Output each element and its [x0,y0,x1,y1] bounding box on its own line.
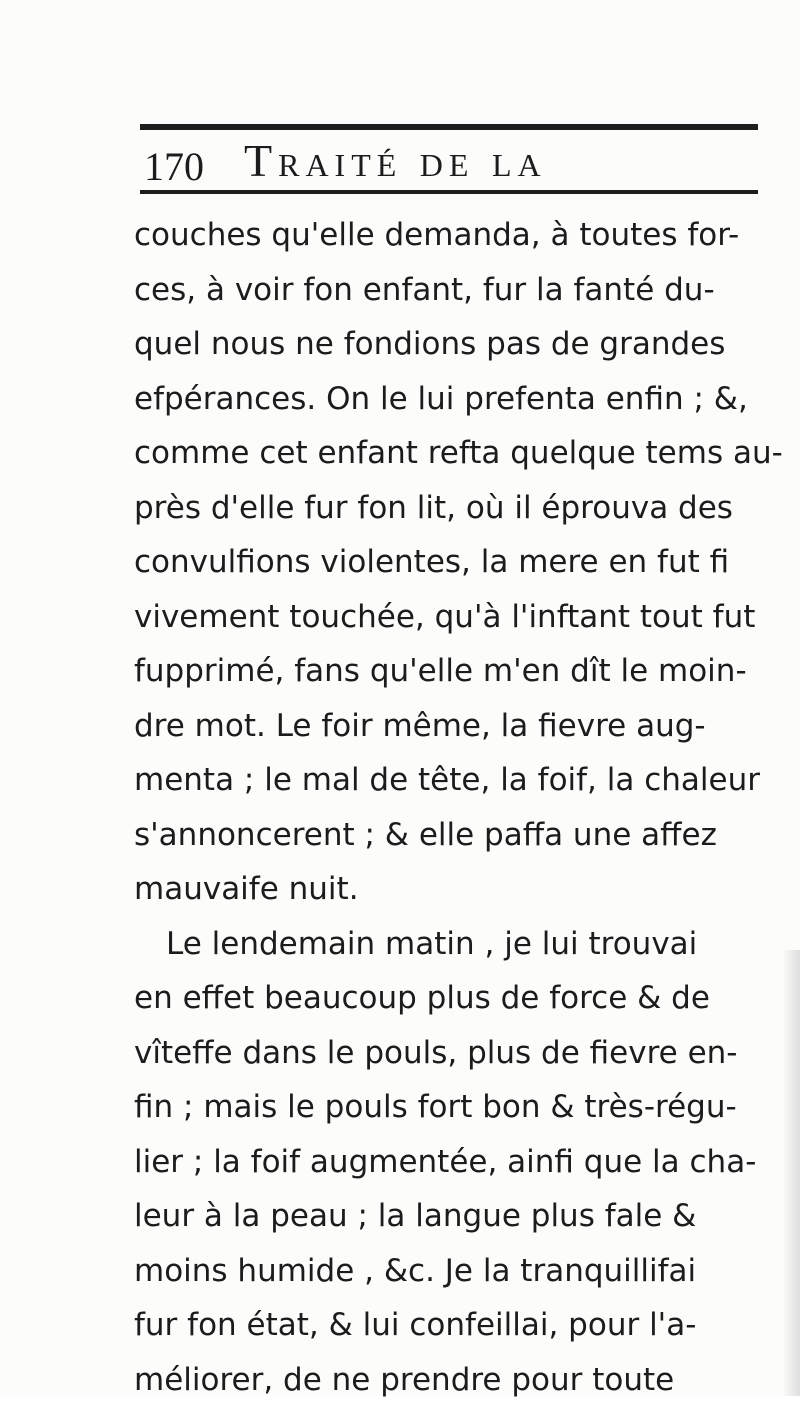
page-edge-shadow [782,950,800,1396]
text-line: dre mot. Le foir même, la fievre aug- [134,699,774,754]
page-number: 170 [144,142,204,192]
text-line: mauvaife nuit. [134,862,774,917]
text-line: quel nous ne fondions pas de grandes [134,317,774,372]
text-line: méliorer, de ne prendre pour toute [134,1353,774,1407]
running-head [140,136,758,186]
text-line: leur à la peau ; la langue plus fale & [134,1189,774,1244]
text-line: fur fon état, & lui confeillai, pour l'a- [134,1298,774,1353]
text-line: convulfions violentes, la mere en fut fi [134,535,774,590]
text-line: menta ; le mal de tête, la foif, la chaleur [134,753,774,808]
text-line: s'annoncerent ; & elle paffa une affez [134,808,774,863]
text-line: vivement touchée, qu'à l'inftant tout fut [134,590,774,645]
header-bottom-rule [140,190,758,194]
text-line: fupprimé, fans qu'elle m'en dît le moin- [134,644,774,699]
text-line: vîteffe dans le pouls, plus de fievre en- [134,1026,774,1081]
header-top-rule [140,124,758,130]
text-line: comme cet enfant refta quelque tems au- [134,426,774,481]
text-line: ces, à voir fon enfant, fur la fanté du- [134,263,774,318]
text-line: efpérances. On le lui prefenta enfin ; &, [134,372,774,427]
text-line: en effet beaucoup plus de force & de [134,971,774,1026]
running-title: Traité de la [244,136,547,186]
text-line: près d'elle fur fon lit, où il éprouva des [134,481,774,536]
text-line: moins humide , &c. Je la tranquillifai [134,1244,774,1299]
body-text [134,208,774,1407]
text-line: lier ; la foif augmentée, ainfi que la cha- [134,1135,774,1190]
paragraph-start-line: Le lendemain matin , je lui trouvai [134,917,774,972]
text-line: fin ; mais le pouls fort bon & très-régu- [134,1080,774,1135]
text-line: couches qu'elle demanda, à toutes for- [134,208,774,263]
